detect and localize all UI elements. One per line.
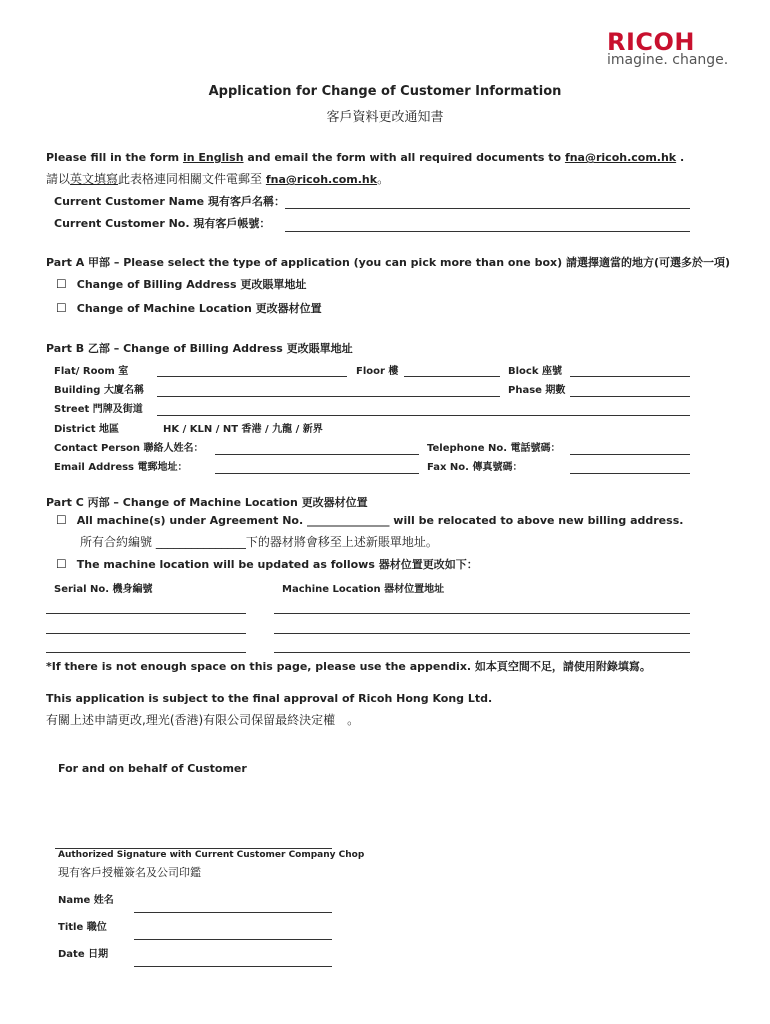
- option-machine-location-update-label: The machine location will be updated as follows 器材位置更改如下：: [76, 558, 478, 571]
- checkbox-machine-location[interactable]: ☐: [56, 301, 67, 315]
- street-field[interactable]: [157, 415, 690, 416]
- contact-person-field[interactable]: [215, 454, 419, 455]
- instructions-en: [46, 151, 684, 164]
- ricoh-logo: [607, 28, 728, 68]
- current-customer-name-field[interactable]: [285, 208, 690, 209]
- option-all-machines-label: All machine(s) under Agreement No. _______________ will be relocated to above new billing address.: [76, 514, 684, 527]
- district-label: District 地區: [54, 424, 120, 435]
- date-field[interactable]: [134, 966, 332, 967]
- instr-zh-prefix: 請以: [46, 172, 71, 186]
- approval-zh: 有關上述申請更改,理光(香港)有限公司保留最終決定權 。: [46, 713, 360, 727]
- email-address-field[interactable]: [215, 473, 419, 474]
- page-title-zh: 客戶資料更改通知書: [326, 110, 444, 125]
- phase-field[interactable]: [570, 396, 690, 397]
- name-field[interactable]: [134, 912, 332, 913]
- fax-label: Fax No. 傳真號碼：: [427, 462, 523, 473]
- floor-field[interactable]: [404, 376, 500, 377]
- building-label: Building 大廈名稱: [54, 385, 144, 396]
- part-c-heading: Part C 丙部 – Change of Machine Location 更改器材位置: [46, 496, 368, 509]
- block-field[interactable]: [570, 376, 690, 377]
- email-address-label: Email Address 電郵地址：: [54, 462, 188, 473]
- option-all-machines-zh: 所有合約編號 _______________下的器材將會移至上述新賬單地址。: [80, 535, 438, 549]
- option-machine-location[interactable]: [56, 300, 322, 316]
- machine-location-header: Machine Location 器材位置地址: [282, 584, 445, 595]
- street-label: Street 門牌及街道: [54, 404, 143, 415]
- current-customer-no-field[interactable]: [285, 231, 690, 232]
- flat-field[interactable]: [157, 376, 347, 377]
- district-options[interactable]: HK / KLN / NT 香港 / 九龍 / 新界: [163, 424, 323, 435]
- serial-no-field-2[interactable]: [46, 633, 246, 634]
- contact-person-label: Contact Person 聯絡人姓名：: [54, 443, 204, 454]
- building-field[interactable]: [157, 396, 500, 397]
- option-billing-address[interactable]: [56, 276, 306, 292]
- serial-no-header: Serial No. 機身編號: [54, 584, 153, 595]
- instr-zh-middle: 此表格連同相關文件電郵至: [118, 172, 263, 186]
- ricoh-tagline: imagine. change.: [607, 52, 729, 68]
- option-machine-location-update[interactable]: [56, 556, 478, 572]
- telephone-label: Telephone No. 電話號碼：: [427, 443, 561, 454]
- ricoh-logo-text: RICOH: [607, 28, 696, 56]
- signature-line[interactable]: [55, 848, 332, 849]
- checkbox-all-machines[interactable]: ☐: [56, 513, 67, 527]
- instr-suffix: .: [679, 151, 685, 164]
- option-all-machines[interactable]: [56, 513, 683, 527]
- part-b-heading: Part B 乙部 – Change of Billing Address 更改賬單地址: [46, 342, 353, 355]
- floor-label: Floor 樓: [356, 366, 399, 377]
- current-customer-name-label: Current Customer Name 現有客戶名稱：: [54, 195, 285, 208]
- authorized-signature-label: Authorized Signature with Current Customer Company Chop: [58, 850, 365, 860]
- date-label: Date 日期: [58, 949, 109, 960]
- flat-label: Flat/ Room 室: [54, 366, 129, 377]
- name-label: Name 姓名: [58, 895, 114, 906]
- current-customer-no-label: Current Customer No. 現有客戶帳號：: [54, 217, 271, 230]
- instr-zh-suffix: 。: [377, 172, 390, 186]
- instr-zh-english: 英文填寫: [70, 172, 119, 186]
- appendix-note: *If there is not enough space on this page, please use the appendix. 如本頁空間不足，請使用附錄填寫。: [46, 660, 651, 673]
- serial-no-field-3[interactable]: [46, 652, 246, 653]
- authorized-signature-zh: 現有客戶授權簽名及公司印鑑: [58, 866, 201, 879]
- part-a-heading: Part A 甲部 – Please select the type of application (you can pick more than one box) 請選擇適當的地方(可選多於一項): [46, 256, 731, 269]
- option-machine-location-label: Change of Machine Location 更改器材位置: [76, 302, 322, 315]
- checkbox-machine-location-update[interactable]: ☐: [56, 557, 67, 571]
- block-label: Block 座號: [508, 366, 562, 377]
- on-behalf-label: For and on behalf of Customer: [58, 762, 247, 775]
- machine-location-field-1[interactable]: [274, 613, 690, 614]
- instr-middle: and email the form with all required documents to: [247, 151, 562, 164]
- in-english-text: in English: [182, 151, 244, 164]
- instructions-zh: [46, 170, 389, 187]
- machine-location-field-3[interactable]: [274, 652, 690, 653]
- telephone-field[interactable]: [570, 454, 690, 455]
- fax-field[interactable]: [570, 473, 690, 474]
- phase-label: Phase 期數: [508, 385, 566, 396]
- email-link-zh[interactable]: fna@ricoh.com.hk: [265, 173, 378, 186]
- title-label: Title 職位: [58, 922, 107, 933]
- email-link[interactable]: fna@ricoh.com.hk: [564, 151, 677, 164]
- approval-en: This application is subject to the final approval of Ricoh Hong Kong Ltd.: [46, 692, 493, 705]
- checkbox-billing-address[interactable]: ☐: [56, 277, 67, 291]
- serial-no-field-1[interactable]: [46, 613, 246, 614]
- machine-location-field-2[interactable]: [274, 633, 690, 634]
- instr-prefix: Please fill in the form: [46, 151, 180, 164]
- option-billing-address-label: Change of Billing Address 更改賬單地址: [76, 278, 307, 291]
- title-field[interactable]: [134, 939, 332, 940]
- page-title: Application for Change of Customer Information: [208, 84, 562, 99]
